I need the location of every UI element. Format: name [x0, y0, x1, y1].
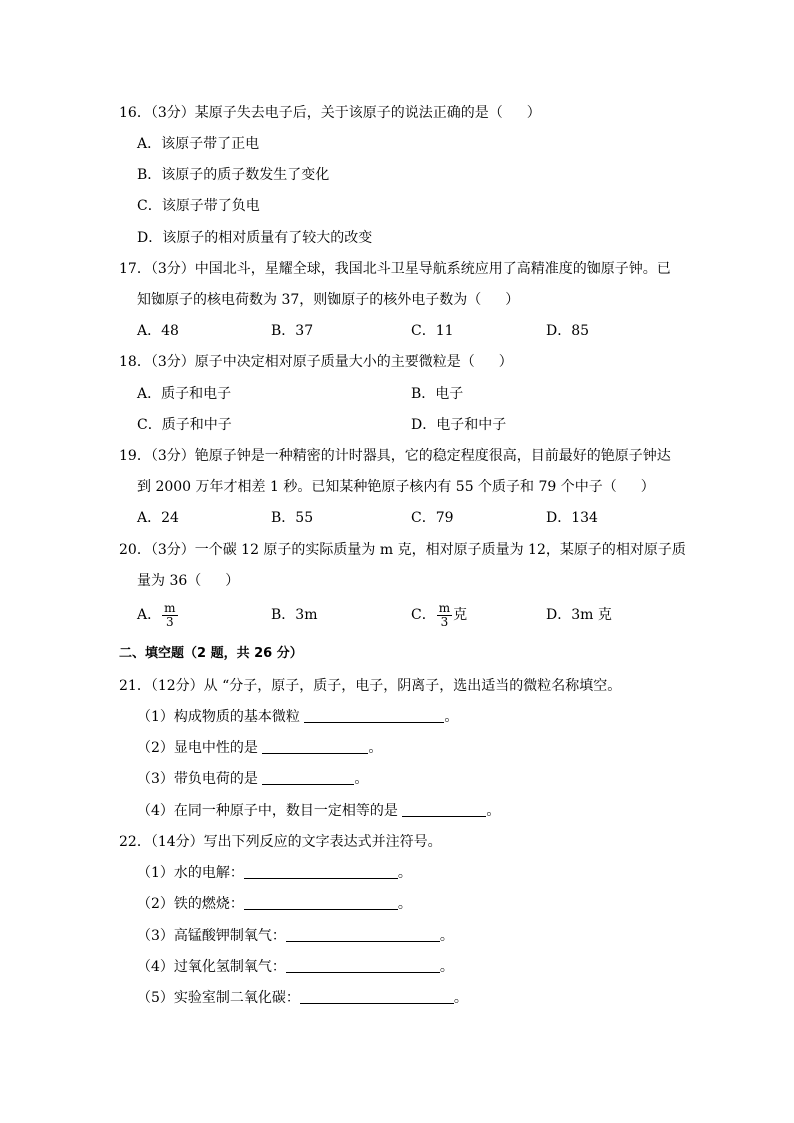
question-17-line2: 知铷原子的核电荷数为 37，则铷原子的核外电子数为（ ）	[137, 292, 520, 308]
q22-item-5: （5）实验室制二氧化碳： 。	[137, 990, 468, 1006]
section-title-fill-in: 二、填空题（2 题，共 26 分）	[119, 646, 303, 661]
q17-option-c[interactable]: C．11	[411, 323, 454, 339]
answer-blank[interactable]	[300, 989, 454, 1004]
question-19-line1: 19．（3分）铯原子钟是一种精密的计时器具，它的稳定程度很高，目前最好的铯原子钟达	[119, 448, 671, 464]
q20-option-b[interactable]: B．3m	[271, 607, 318, 623]
q19-option-c[interactable]: C．79	[411, 510, 454, 526]
q20-option-c[interactable]: C． $\frac{m}{3}$ 克	[411, 600, 468, 629]
question-20-line2: 量为 36（ ）	[137, 573, 240, 589]
q16-option-c[interactable]: C．该原子带了负电	[137, 198, 260, 214]
question-21-stem: 21．（12分）从 “分子，原子，质子，电子，阴离子，选出适当的微粒名称填空。	[119, 678, 622, 694]
q19-option-d[interactable]: D．134	[546, 510, 598, 526]
answer-blank[interactable]	[304, 708, 444, 723]
answer-blank[interactable]	[262, 739, 368, 754]
q22-item-2: （2）铁的燃烧： 。	[137, 896, 412, 912]
q22-item-1: （1）水的电解： 。	[137, 865, 412, 881]
question-18-stem: 18．（3分）原子中决定相对原子质量大小的主要微粒是（ ）	[119, 354, 513, 370]
answer-blank[interactable]	[286, 958, 440, 973]
question-16-stem: 16．（3分）某原子失去电子后，关于该原子的说法正确的是（ ）	[119, 105, 541, 121]
answer-blank[interactable]	[262, 770, 354, 785]
q17-option-a[interactable]: A．48	[137, 323, 179, 339]
q20-option-d[interactable]: D．3m 克	[546, 607, 612, 623]
answer-blank[interactable]	[286, 927, 440, 942]
q21-item-4: （4）在同一种原子中，数目一定相等的是 。	[137, 803, 501, 819]
answer-blank[interactable]	[244, 864, 398, 879]
fraction-m-over-3: $\frac{m}{3}$	[164, 600, 176, 629]
fraction-m-over-3: $\frac{m}{3}$	[438, 600, 451, 629]
q19-option-b[interactable]: B．55	[271, 510, 314, 526]
q18-option-a[interactable]: A．质子和电子	[137, 386, 232, 402]
q16-option-d[interactable]: D．该原子的相对质量有了较大的改变	[137, 230, 373, 246]
q18-option-d[interactable]: D．电子和中子	[411, 417, 507, 433]
q16-option-b[interactable]: B．该原子的质子数发生了变化	[137, 167, 330, 183]
q17-option-d[interactable]: D．85	[546, 323, 590, 339]
question-20-line1: 20．（3分）一个碳 12 原子的实际质量为 m 克，相对原子质量为 12，某原子的相对原子质	[119, 542, 686, 558]
question-19-line2: 到 2000 万年才相差 1 秒。已知某种铯原子核内有 55 个质子和 79 个中子（ ）	[137, 479, 655, 495]
question-22-stem: 22．（14分）写出下列反应的文字表达式并注符号。	[119, 834, 442, 850]
q21-item-2: （2）显电中性的是 。	[137, 740, 383, 756]
q17-option-b[interactable]: B．37	[271, 323, 314, 339]
question-17-line1: 17．（3分）中国北斗，星耀全球，我国北斗卫星导航系统应用了高精准度的铷原子钟。已	[119, 261, 671, 277]
q21-item-1: （1）构成物质的基本微粒 。	[137, 709, 459, 725]
q18-option-c[interactable]: C．质子和中子	[137, 417, 232, 433]
q20-option-a[interactable]: A． $\frac{m}{3}$	[137, 600, 176, 629]
q21-item-3: （3）带负电荷的是 。	[137, 771, 369, 787]
q18-option-b[interactable]: B．电子	[411, 386, 464, 402]
answer-blank[interactable]	[402, 802, 486, 817]
q22-item-3: （3）高锰酸钾制氧气： 。	[137, 928, 454, 944]
q16-option-a[interactable]: A．该原子带了正电	[137, 136, 260, 152]
q22-item-4: （4）过氧化氢制氧气： 。	[137, 959, 454, 975]
q19-option-a[interactable]: A．24	[137, 510, 179, 526]
answer-blank[interactable]	[244, 895, 398, 910]
